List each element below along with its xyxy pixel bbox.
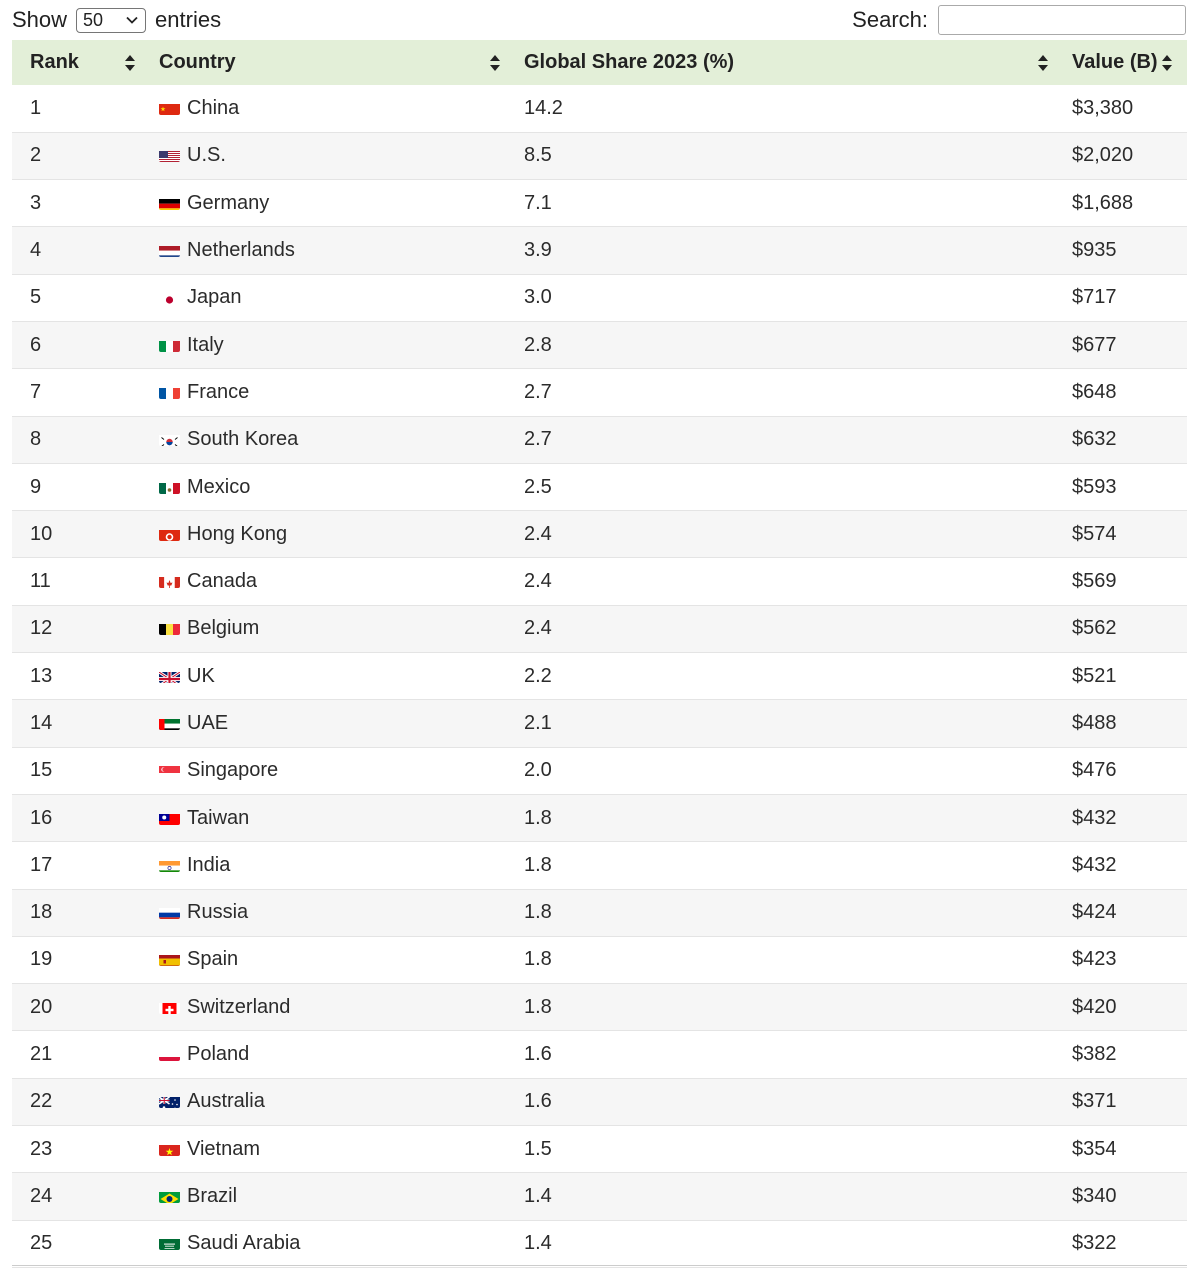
uae-flag-icon [159, 716, 180, 730]
country-name: Spain [187, 948, 239, 971]
country-name: Hong Kong [187, 522, 288, 545]
rank-cell: 18 [30, 901, 53, 924]
country-cell [150, 511, 515, 558]
country-cell [150, 227, 515, 274]
value-cell: $632 [1072, 428, 1117, 451]
belgium-flag-icon [159, 621, 180, 635]
rank-cell: 12 [30, 617, 53, 640]
page-length-control [12, 7, 221, 33]
rank-cell: 6 [30, 333, 42, 356]
value-cell: $677 [1072, 333, 1117, 356]
country-name: Brazil [187, 1184, 238, 1207]
value-cell: $424 [1072, 901, 1117, 924]
table-row [12, 842, 1187, 889]
country-name: China [187, 96, 240, 119]
value-cell: $521 [1072, 664, 1117, 687]
value-cell: $935 [1072, 239, 1117, 262]
country-name: Taiwan [187, 806, 250, 829]
global-share-cell: 1.5 [524, 1137, 552, 1160]
sort-icon [1037, 54, 1049, 72]
country-cell [150, 653, 515, 700]
table-row [12, 889, 1187, 936]
header-label: Global Share 2023 (%) [524, 51, 735, 73]
rank-cell: 2 [30, 144, 42, 167]
global-share-cell: 2.4 [524, 522, 552, 545]
rank-cell: 14 [30, 712, 53, 734]
rank-cell: 20 [30, 995, 53, 1018]
table-row [12, 747, 1187, 794]
search-input[interactable] [938, 5, 1186, 35]
france-flag-icon [159, 385, 180, 399]
rank-cell: 7 [30, 380, 42, 403]
country-cell [150, 984, 515, 1031]
taiwan-flag-icon [159, 811, 180, 825]
country-cell [150, 842, 515, 889]
table-body [12, 85, 1187, 1267]
global-share-cell: 8.5 [524, 144, 552, 167]
sort-icon [1161, 54, 1173, 72]
rank-cell: 23 [30, 1137, 53, 1160]
vietnam-flag-icon [159, 1142, 180, 1156]
table-row [12, 321, 1187, 368]
mexico-flag-icon [159, 480, 180, 494]
country-cell [150, 321, 515, 368]
rank-cell: 25 [30, 1232, 53, 1255]
global-share-cell: 7.1 [524, 191, 552, 214]
table-row [12, 511, 1187, 558]
country-cell [150, 274, 515, 321]
global-share-cell: 2.7 [524, 428, 552, 451]
country-name: Switzerland [187, 995, 291, 1018]
header-label: Country [159, 51, 236, 73]
global-share-cell: 14.2 [524, 96, 563, 119]
italy-flag-icon [159, 338, 180, 352]
global-share-cell: 2.8 [524, 333, 552, 356]
country-name: South Korea [187, 428, 299, 451]
country-name: Canada [187, 570, 258, 593]
header-country[interactable] [150, 40, 515, 85]
country-name: Belgium [187, 617, 260, 640]
global-share-cell: 1.8 [524, 806, 552, 829]
uk-flag-icon [159, 669, 180, 683]
table-row [12, 227, 1187, 274]
country-cell [150, 889, 515, 936]
rank-cell: 15 [30, 759, 53, 782]
search-label: Search: [852, 7, 928, 32]
value-cell: $3,380 [1072, 96, 1134, 119]
table-controls [12, 0, 1186, 40]
rank-cell: 3 [30, 191, 42, 214]
country-cell [150, 558, 515, 605]
value-cell: $593 [1072, 475, 1117, 498]
value-cell: $340 [1072, 1184, 1117, 1207]
singapore-flag-icon [159, 763, 180, 777]
global-share-cell: 2.1 [524, 712, 552, 734]
rank-cell: 8 [30, 428, 42, 451]
table-row [12, 274, 1187, 321]
value-cell: $476 [1072, 759, 1117, 782]
table-row [12, 1220, 1187, 1267]
value-cell: $717 [1072, 286, 1117, 309]
value-cell: $354 [1072, 1137, 1117, 1160]
value-cell: $420 [1072, 995, 1117, 1018]
country-cell [150, 1126, 515, 1173]
sort-icon [489, 54, 501, 72]
value-cell: $371 [1072, 1090, 1117, 1113]
country-cell [150, 1031, 515, 1078]
country-cell [150, 1078, 515, 1125]
header-label: Value (B) [1072, 51, 1158, 73]
global-share-cell: 2.4 [524, 570, 552, 593]
table-row [12, 180, 1187, 227]
country-cell [150, 85, 515, 132]
saudi-arabia-flag-icon [159, 1236, 180, 1250]
table-row [12, 558, 1187, 605]
country-cell [150, 700, 515, 747]
rank-cell: 9 [30, 475, 42, 498]
value-cell: $648 [1072, 380, 1117, 403]
country-name: France [187, 380, 250, 403]
china-flag-icon [159, 101, 180, 115]
table-row [12, 416, 1187, 463]
country-name: Mexico [187, 475, 251, 498]
country-cell [150, 747, 515, 794]
country-name: Japan [187, 286, 242, 309]
table-row [12, 463, 1187, 510]
country-cell [150, 1220, 515, 1267]
rank-cell: 4 [30, 239, 42, 262]
header-label: Rank [30, 51, 79, 73]
country-name: U.S. [187, 144, 226, 167]
rank-cell: 13 [30, 664, 53, 687]
brazil-flag-icon [159, 1189, 180, 1203]
rank-cell: 17 [30, 853, 53, 876]
table-row [12, 936, 1187, 983]
value-cell: $432 [1072, 806, 1117, 829]
value-cell: $382 [1072, 1043, 1117, 1066]
country-cell [150, 936, 515, 983]
global-share-cell: 2.0 [524, 759, 552, 782]
global-share-cell: 2.4 [524, 617, 552, 640]
table-bottom-border [12, 1265, 1187, 1266]
global-share-cell: 1.4 [524, 1184, 552, 1207]
spain-flag-icon [159, 952, 180, 966]
global-share-cell: 3.9 [524, 239, 552, 262]
country-cell [150, 463, 515, 510]
country-name: Italy [187, 333, 224, 356]
rank-cell: 21 [30, 1043, 53, 1066]
country-cell [150, 180, 515, 227]
country-cell [150, 416, 515, 463]
rank-cell: 19 [30, 948, 53, 971]
show-label: Show [12, 7, 68, 32]
global-share-cell: 1.8 [524, 901, 552, 924]
country-cell [150, 794, 515, 841]
country-name: Saudi Arabia [187, 1232, 301, 1255]
global-share-cell: 1.4 [524, 1232, 552, 1255]
global-share-cell: 1.6 [524, 1043, 552, 1066]
table-row [12, 85, 1187, 132]
rank-cell: 5 [30, 286, 42, 309]
table-row [12, 132, 1187, 179]
poland-flag-icon [159, 1047, 180, 1061]
header-rank[interactable] [12, 40, 150, 85]
value-cell: $569 [1072, 570, 1117, 593]
entries-label: entries [155, 7, 222, 32]
global-share-cell: 2.2 [524, 664, 552, 687]
sort-icon [124, 54, 136, 72]
country-name: Netherlands [187, 239, 295, 262]
country-cell [150, 605, 515, 652]
page-size-select[interactable] [76, 8, 146, 33]
india-flag-icon [159, 858, 180, 872]
rank-cell: 11 [30, 570, 51, 593]
country-name: Germany [187, 191, 270, 214]
country-cell [150, 369, 515, 416]
australia-flag-icon [159, 1094, 180, 1108]
value-cell: $562 [1072, 617, 1117, 640]
global-share-cell: 3.0 [524, 286, 552, 309]
rank-cell: 10 [30, 522, 53, 545]
table-row [12, 700, 1187, 747]
table-row [12, 605, 1187, 652]
global-share-cell: 1.8 [524, 948, 552, 971]
country-name: Singapore [187, 759, 279, 782]
table-row [12, 653, 1187, 700]
table-header-row [12, 40, 1187, 85]
table-row [12, 984, 1187, 1031]
value-cell: $322 [1072, 1232, 1117, 1255]
rank-cell: 24 [30, 1184, 53, 1207]
us-flag-icon [159, 148, 180, 162]
canada-flag-icon [159, 574, 180, 588]
rank-cell: 16 [30, 806, 53, 829]
germany-flag-icon [159, 196, 180, 210]
table-row [12, 1078, 1187, 1125]
country-name: Australia [187, 1090, 265, 1113]
table-row [12, 1031, 1187, 1078]
value-cell: $574 [1072, 522, 1117, 545]
table-row [12, 794, 1187, 841]
japan-flag-icon [159, 290, 180, 304]
netherlands-flag-icon [159, 243, 180, 257]
value-cell: $423 [1072, 948, 1117, 971]
country-name: UK [187, 664, 215, 687]
page-size-value: 50 [83, 9, 104, 30]
global-share-cell: 1.6 [524, 1090, 552, 1113]
rank-cell: 22 [30, 1090, 53, 1113]
chevron-down-icon [125, 13, 139, 27]
global-share-cell: 2.7 [524, 380, 552, 403]
table-row [12, 369, 1187, 416]
country-cell [150, 1173, 515, 1220]
country-name: UAE [187, 712, 229, 734]
value-cell: $432 [1072, 853, 1117, 876]
country-name: Vietnam [187, 1137, 261, 1160]
table-row [12, 1173, 1187, 1220]
search-control [852, 5, 1186, 35]
value-cell: $1,688 [1072, 191, 1134, 214]
value-cell: $488 [1072, 712, 1117, 734]
country-name: India [187, 853, 231, 876]
country-name: Russia [187, 901, 249, 924]
hong-kong-flag-icon [159, 527, 180, 541]
south-korea-flag-icon [159, 432, 180, 446]
value-cell: $2,020 [1072, 144, 1134, 167]
global-share-cell: 1.8 [524, 853, 552, 876]
country-cell [150, 132, 515, 179]
russia-flag-icon [159, 905, 180, 919]
table-row [12, 1126, 1187, 1173]
header-value[interactable] [1063, 40, 1187, 85]
global-share-cell: 1.8 [524, 995, 552, 1018]
switzerland-flag-icon [159, 1000, 180, 1014]
rank-cell: 1 [30, 96, 42, 119]
global-share-cell: 2.5 [524, 475, 552, 498]
data-table [12, 40, 1187, 1268]
header-global-share[interactable] [515, 40, 1063, 85]
country-name: Poland [187, 1043, 250, 1066]
